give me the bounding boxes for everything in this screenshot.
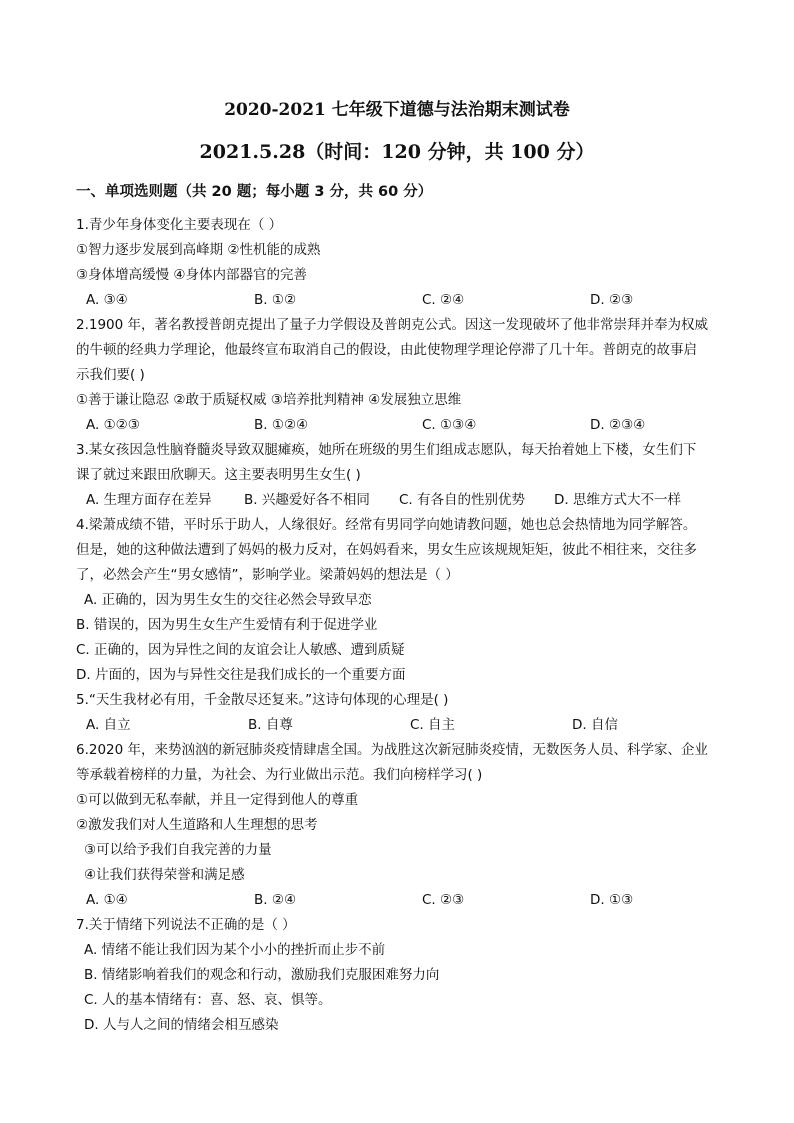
q2-option-d: D. ②③④ — [590, 417, 646, 433]
q6-option-c: C. ②③ — [422, 892, 465, 908]
q7-stem: 7.关于情绪下列说法不正确的是（ ） — [76, 917, 296, 933]
q6-statement-4: ④让我们获得荣誉和满足感 — [84, 867, 245, 883]
q6-statement-3: ③可以给予我们自我完善的力量 — [84, 842, 272, 858]
q1-statements-2: ③身体增高缓慢 ④身体内部器官的完善 — [76, 267, 307, 283]
q5-option-b: B. 自尊 — [248, 717, 293, 733]
q6-option-a: A. ①④ — [86, 892, 128, 908]
q7-option-c: C. 人的基本情绪有：喜、怒、哀、惧等。 — [84, 992, 332, 1008]
q4-option-a: A. 正确的，因为男生女生的交往必然会导致早恋 — [84, 592, 372, 608]
q2-option-c: C. ①③④ — [422, 417, 477, 433]
question-list — [76, 213, 722, 1038]
q3-stem-line-1: 3.某女孩因急性脑脊髓炎导致双腿瘫痪，她所在班级的男生们组成志愿队，每天抬着她上下楼，女生们下 — [76, 442, 697, 458]
q1-option-d: D. ②③ — [590, 292, 634, 308]
q2-option-a: A. ①②③ — [86, 417, 140, 433]
q4-stem-line-3: 了，必然会产生“男女感情”，影响学业。梁萧妈妈的想法是（ ） — [76, 567, 459, 583]
q7-option-b: B. 情绪影响着我们的观念和行动，激励我们克服困难努力向 — [84, 967, 440, 983]
q1-option-a: A. ③④ — [86, 292, 128, 308]
q5-stem: 5.“天生我材必有用，千金散尽还复来。”这诗句体现的心理是( ) — [76, 692, 449, 708]
q4-stem-line-1: 4.梁萧成绩不错，平时乐于助人，人缘很好。经常有男同学向她请教问题，她也总会热情地为同学解答。 — [76, 517, 697, 533]
q3-stem-line-2: 课了就过来跟田欣聊天。这主要表明男生女生( ) — [76, 467, 361, 483]
q5-option-a: A. 自立 — [86, 717, 131, 733]
q1-options — [76, 288, 722, 313]
q3-option-a: A. 生理方面存在差异 — [86, 492, 212, 508]
q4-option-b: B. 错误的，因为男生女生产生爱情有利于促进学业 — [76, 617, 378, 633]
q2-options — [76, 413, 722, 438]
q6-statement-1: ①可以做到无私奉献，并且一定得到他人的尊重 — [76, 792, 359, 808]
q1-option-b: B. ①② — [254, 292, 297, 308]
q6-option-b: B. ②④ — [254, 892, 297, 908]
q6-stem-line-2: 等承载着榜样的力量，为社会、为行业做出示范。我们向榜样学习( ) — [76, 767, 483, 783]
q1-stem: 1.青少年身体变化主要表现在（ ） — [76, 217, 283, 233]
q5-options — [76, 713, 722, 738]
q2-stem-line-1: 2.1900 年，著名教授普朗克提出了量子力学假设及普朗克公式。因这一发现破坏了他非常崇拜并奉为权威 — [76, 317, 709, 333]
q2-option-b: B. ①②④ — [254, 417, 309, 433]
exam-subtitle: 2021.5.28（时间：120 分钟，共 100 分） — [199, 141, 595, 163]
q6-options — [76, 888, 722, 913]
q6-stem-line-1: 6.2020 年，来势汹汹的新冠肺炎疫情肆虐全国。为战胜这次新冠肺炎疫情，无数医务人员、科学家、企业 — [76, 742, 709, 758]
q6-statement-2: ②激发我们对人生道路和人生理想的思考 — [76, 817, 318, 833]
q2-stem-line-3: 示我们要( ) — [76, 367, 145, 383]
q7-option-d: D. 人与人之间的情绪会相互感染 — [84, 1017, 279, 1033]
q3-option-b: B. 兴趣爱好各不相同 — [244, 492, 370, 508]
q2-stem-line-2: 的牛顿的经典力学理论，他最终宣布取消自己的假设，由此使物理学理论停滞了几十年。普朗克的故事启 — [76, 342, 697, 358]
q4-option-d: D. 片面的，因为与异性交往是我们成长的一个重要方面 — [76, 667, 406, 683]
exam-title: 2020-2021 七年级下道德与法治期末测试卷 — [224, 100, 570, 120]
q7-option-a: A. 情绪不能让我们因为某个小小的挫折而止步不前 — [84, 942, 386, 958]
q6-option-d: D. ①③ — [590, 892, 634, 908]
q3-option-c: C. 有各自的性别优势 — [399, 492, 526, 508]
q5-option-d: D. 自信 — [572, 717, 618, 733]
q2-statements: ①善于谦让隐忍 ②敢于质疑权威 ③培养批判精神 ④发展独立思维 — [76, 392, 462, 408]
q3-options — [76, 488, 722, 513]
q1-statements-1: ①智力逐步发展到高峰期 ②性机能的成熟 — [76, 242, 321, 258]
q1-option-c: C. ②④ — [422, 292, 465, 308]
q4-option-c: C. 正确的，因为异性之间的友谊会让人敏感、遭到质疑 — [76, 642, 405, 658]
q3-option-d: D. 思维方式大不一样 — [554, 492, 681, 508]
q4-stem-line-2: 但是，她的这种做法遭到了妈妈的极力反对，在妈妈看来，男女生应该规规矩矩，彼此不相往来，交往多 — [76, 542, 697, 558]
section-heading: 一、单项选则题（共 20 题；每小题 3 分，共 60 分） — [76, 184, 433, 200]
q5-option-c: C. 自主 — [410, 717, 456, 733]
